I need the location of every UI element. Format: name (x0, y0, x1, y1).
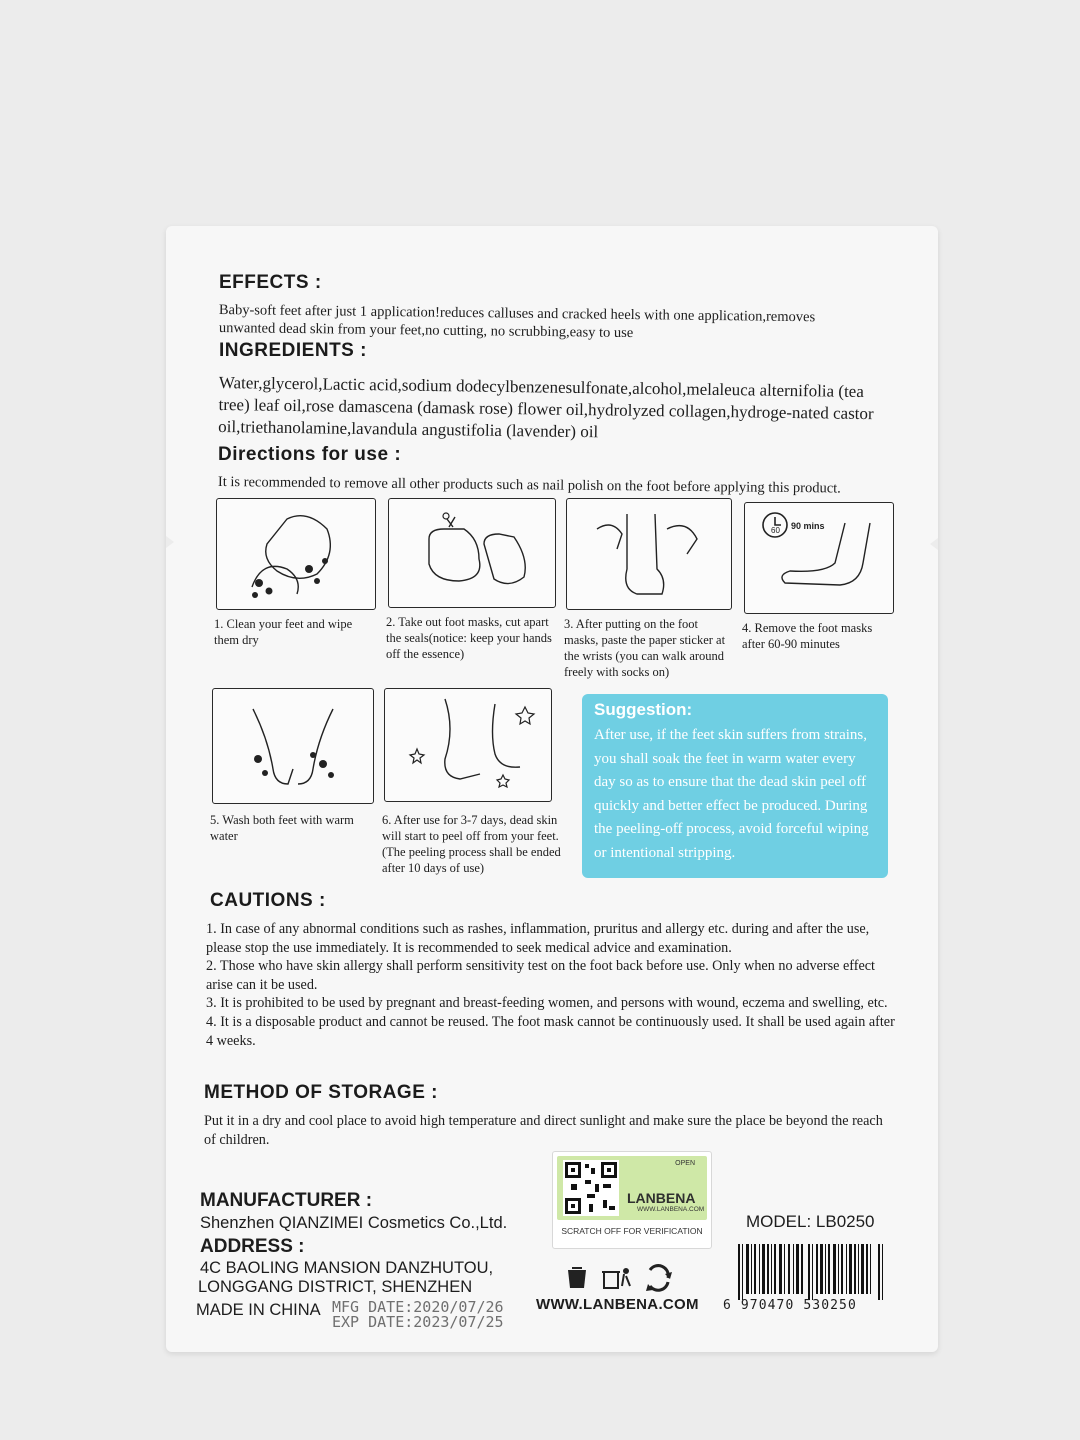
cautions-title: CAUTIONS : (210, 890, 326, 911)
tear-notch-left (166, 536, 174, 548)
step-2-illustration (388, 498, 556, 608)
trash-bin-icon (602, 1268, 630, 1288)
caution-item-4: 4. It is a disposable product and cannot be reused. The foot mask cannot be continuously used. It shall be used again after 4 weeks. (206, 1013, 895, 1049)
product-package-back (166, 226, 938, 1352)
step-3-illustration (566, 498, 732, 610)
storage-title: METHOD OF STORAGE : (204, 1082, 438, 1103)
exp-date: EXP DATE:2023/07/25 (332, 1313, 504, 1331)
effects-title: EFFECTS : (219, 272, 322, 293)
caution-item-1: 1. In case of any abnormal conditions such as rashes, inflammation, pruritus and allergy etc. during and after the use, please stop the use immediately. It is recommended to seek medical advice and examination. (206, 921, 870, 956)
timer-value: 60 (771, 526, 780, 535)
suggestion-box (582, 694, 888, 878)
open-tag: OPEN (675, 1160, 695, 1167)
disposal-icons (564, 1264, 676, 1299)
sticker-url: WWW.LANBENA.COM (637, 1206, 705, 1213)
sticker-face (557, 1156, 707, 1220)
step-3-caption: 3. After putting on the foot masks, paste the paper sticker at the wrists (you can walk around freely with socks on) (564, 617, 726, 679)
effects-line-2: unwanted dead skin from your feet,no cutting, no scrubbing,easy to use (218, 320, 634, 342)
step-1-caption: 1. Clean your feet and wipe them dry (214, 617, 353, 647)
caution-item-2: 2. Those who have skin allergy shall perform sensitivity test on the foot back before use. Only when no adverse effect arise can it be used. (206, 958, 876, 993)
manufacturer-name: Shenzhen QIANZIMEI Cosmetics Co.,Ltd. (200, 1214, 508, 1232)
step-5-illustration (212, 688, 374, 804)
address-title: ADDRESS : (200, 1236, 305, 1257)
step-5-caption: 5. Wash both feet with warm water (210, 813, 354, 843)
date-stamp (332, 1300, 504, 1330)
ingredients-text: Water,glycerol,Lactic acid,sodium dodecylbenzenesulfonate,alcohol,melaleuca alternifolia (tea tree) leaf oil,rose damascena (damask rose) flower oil,hydrolyzed collagen,hydroge-nated castor oil,triethanolamine,lavandula angustifolia (lavender) oil (218, 372, 874, 442)
caution-item-3: 3. It is prohibited to be used by pregnant and breast-feeding women, and persons with wound, eczema and swelling, etc. (206, 995, 888, 1012)
address-line-1: 4C BAOLING MANSION DANZHUTOU, (200, 1259, 494, 1277)
step-4-caption: 4. Remove the foot masks after 60-90 minutes (742, 621, 873, 651)
manufacturer-title: MANUFACTURER : (200, 1190, 373, 1211)
foot-mask-bag-icon (389, 499, 555, 607)
feet-washing-icon (213, 689, 373, 803)
website-url[interactable]: WWW.LANBENA.COM (536, 1296, 699, 1313)
directions-intro: It is recommended to remove all other products such as nail polish on the foot before applying this product. (217, 474, 841, 497)
verification-sticker[interactable] (552, 1151, 712, 1249)
foot-wearing-mask-icon (567, 499, 731, 609)
tear-notch-right (930, 538, 938, 550)
scratch-label: SCRATCH OFF FOR VERIFICATION (561, 1226, 703, 1236)
ingredients-title: INGREDIENTS : (219, 340, 367, 361)
mfg-date: MFG DATE:2020/07/26 (332, 1298, 504, 1316)
brand-name: LANBENA (627, 1190, 696, 1206)
effects-line-1: Baby-soft feet after just 1 application!reduces calluses and cracked heels with one application,removes (218, 302, 816, 326)
model-number: MODEL: LB0250 (746, 1212, 875, 1231)
recycle-icon (646, 1266, 672, 1291)
timer-label: 90 mins (791, 521, 825, 531)
cautions-list (206, 920, 896, 1050)
barcode-icon (738, 1244, 884, 1300)
directions-title: Directions for use : (218, 444, 402, 465)
suggestion-text: After use, if the feet skin suffers from strains, you shall soak the feet in warm water every day so as to ensure that the dead skin peel off quickly and better effect be produced. During the peeling-off process, avoid forceful wiping or intentional stripping. (594, 727, 869, 861)
qr-code-icon (563, 1160, 619, 1216)
tidyman-icon (568, 1268, 586, 1288)
feet-wiping-icon (217, 499, 375, 609)
step-1-illustration (216, 498, 376, 610)
suggestion-title: Suggestion: (594, 700, 693, 719)
address-line-2: LONGGANG DISTRICT, SHENZHEN (198, 1278, 473, 1296)
barcode-number: 6 970470 530250 (723, 1298, 857, 1313)
timer-foot-icon (745, 503, 893, 613)
step-2-caption: 2. Take out foot masks, cut apart the seals(notice: keep your hands off the essence) (386, 615, 552, 661)
step-4-illustration (744, 502, 894, 614)
made-in-label: MADE IN CHINA (196, 1301, 321, 1319)
step-6-caption: 6. After use for 3-7 days, dead skin will start to peel off from your feet. (The peeling process shall be ended after 10 days of use) (382, 813, 561, 875)
step-6-illustration (384, 688, 552, 802)
peeling-feet-icon (385, 689, 551, 801)
storage-text: Put it in a dry and cool place to avoid high temperature and direct sunlight and make sure the place be beyond the reach of children. (204, 1113, 883, 1148)
